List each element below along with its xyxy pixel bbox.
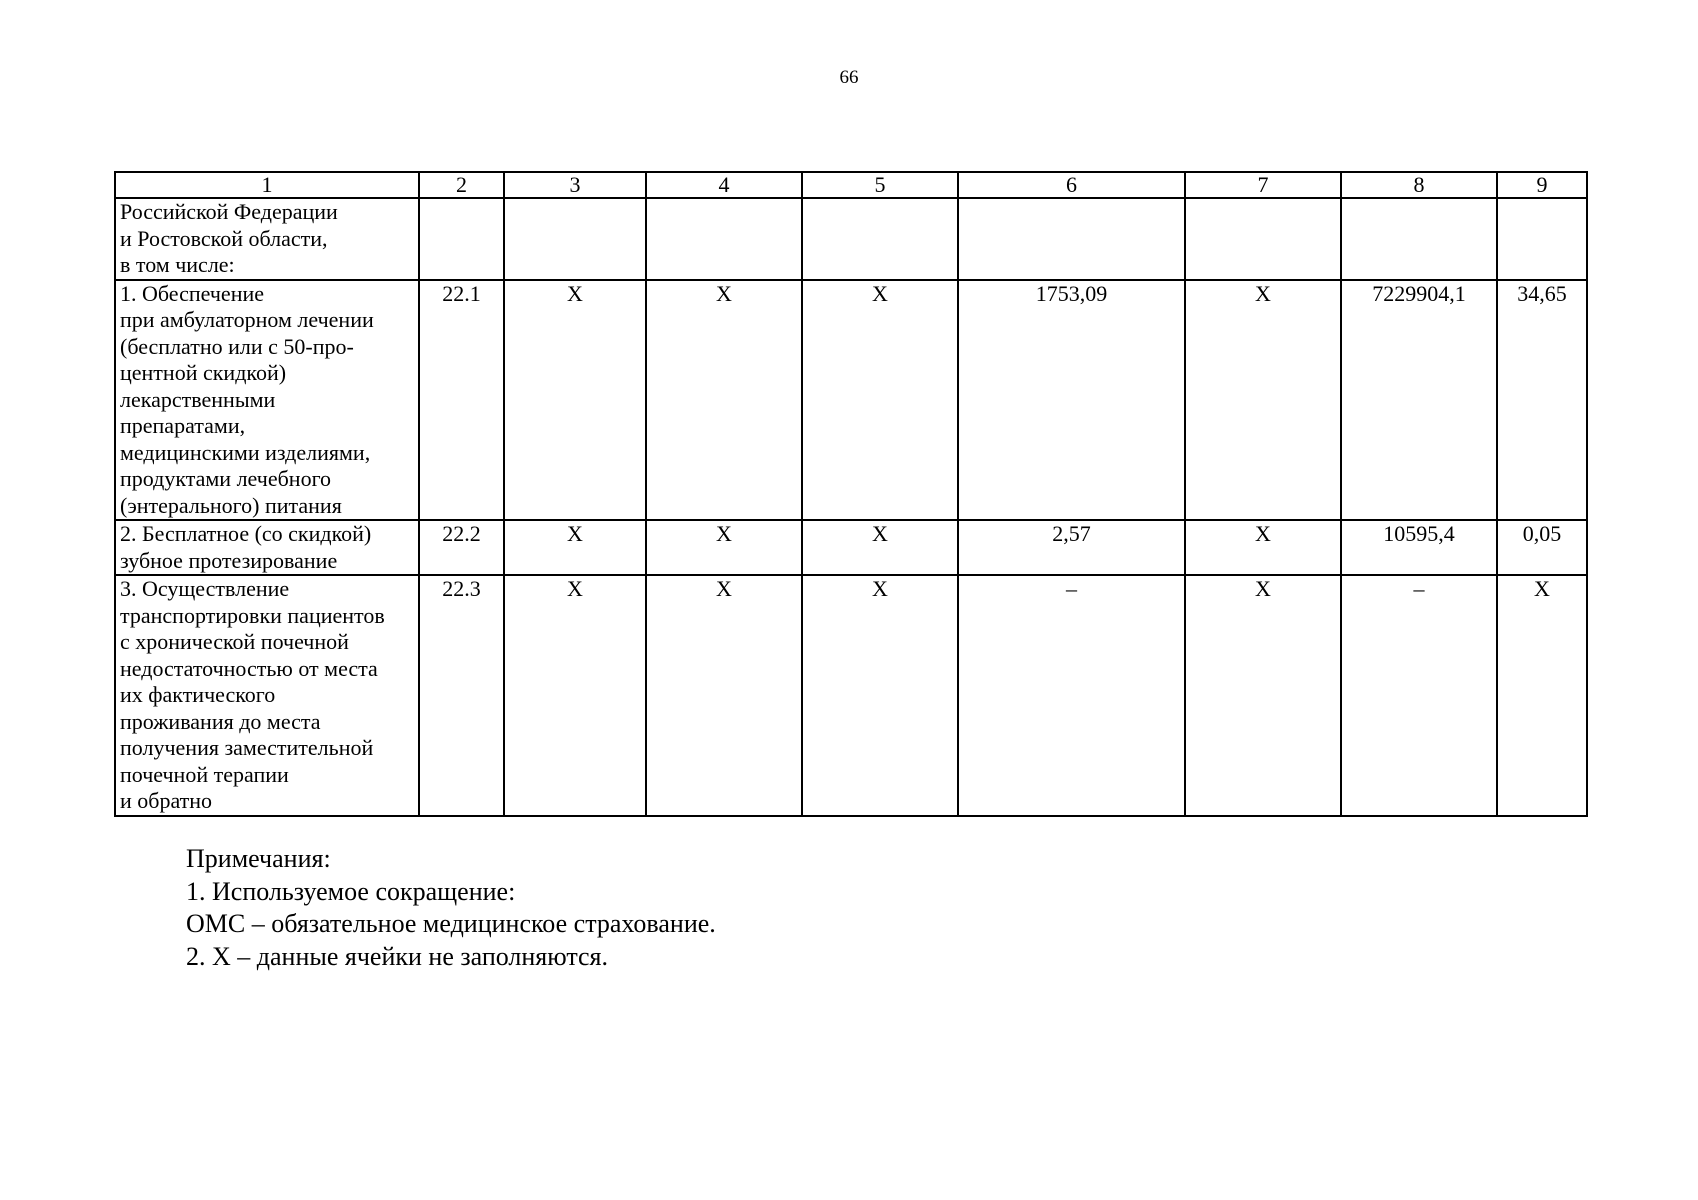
table-cell: X xyxy=(504,520,646,575)
table-cell-description: 2. Бесплатное (со скидкой) зубное протезирование xyxy=(115,520,419,575)
table-cell: 34,65 xyxy=(1497,280,1587,521)
table-cell: 22.1 xyxy=(419,280,504,521)
header-cell: 7 xyxy=(1185,172,1341,198)
table-cell: – xyxy=(1341,575,1497,816)
table-row xyxy=(115,520,1587,575)
table-cell: X xyxy=(1497,575,1587,816)
table-cell: 22.2 xyxy=(419,520,504,575)
table-cell: X xyxy=(802,520,958,575)
header-cell: 1 xyxy=(115,172,419,198)
table-row xyxy=(115,575,1587,816)
data-table xyxy=(114,171,1588,817)
table-cell: – xyxy=(958,575,1185,816)
table-cell xyxy=(504,198,646,280)
table-cell xyxy=(1185,198,1341,280)
notes-abbreviation: ОМС – обязательное медицинское страхование. xyxy=(186,909,716,938)
header-cell: 3 xyxy=(504,172,646,198)
table-cell: X xyxy=(504,280,646,521)
table-cell: X xyxy=(646,575,802,816)
header-cell: 2 xyxy=(419,172,504,198)
table-cell: 7229904,1 xyxy=(1341,280,1497,521)
header-cell: 5 xyxy=(802,172,958,198)
table-cell xyxy=(1497,198,1587,280)
table-cell: X xyxy=(646,520,802,575)
header-cell: 4 xyxy=(646,172,802,198)
table-cell: 1753,09 xyxy=(958,280,1185,521)
table-cell: X xyxy=(504,575,646,816)
table-cell: X xyxy=(802,280,958,521)
page-number: 66 xyxy=(839,67,859,88)
table-cell xyxy=(646,198,802,280)
table-cell: 2,57 xyxy=(958,520,1185,575)
table-header-row xyxy=(115,172,1587,198)
table-cell xyxy=(958,198,1185,280)
header-cell: 9 xyxy=(1497,172,1587,198)
table-cell: X xyxy=(802,575,958,816)
notes-item-2: 2. Х – данные ячейки не заполняются. xyxy=(186,941,609,971)
table-cell-description: 3. Осуществление транспортировки пациентов с хронической почечной недостаточностью от места их фактического проживания до места получения заместительной почечной терапии и обратно xyxy=(115,575,419,816)
table-cell-description: Российской Федерации и Ростовской области, в том числе: xyxy=(115,198,419,280)
table-cell: 10595,4 xyxy=(1341,520,1497,575)
table-row xyxy=(115,198,1587,280)
table-cell: X xyxy=(646,280,802,521)
table-cell: X xyxy=(1185,575,1341,816)
notes-item-1: 1. Используемое сокращение: xyxy=(186,876,516,906)
table-row xyxy=(115,280,1587,521)
table-cell: 0,05 xyxy=(1497,520,1587,575)
notes-block xyxy=(186,843,716,973)
header-cell: 6 xyxy=(958,172,1185,198)
table-cell xyxy=(1341,198,1497,280)
table-cell xyxy=(419,198,504,280)
notes-title: Примечания: xyxy=(186,844,331,873)
table-cell xyxy=(802,198,958,280)
table-cell: X xyxy=(1185,280,1341,521)
table-cell: 22.3 xyxy=(419,575,504,816)
table-cell-description: 1. Обеспечение при амбулаторном лечении (бесплатно или с 50-про- центной скидкой) лекарственными препаратами, медицинскими изделиями, продуктами лечебного (энтерального) питания xyxy=(115,280,419,521)
header-cell: 8 xyxy=(1341,172,1497,198)
table-cell: X xyxy=(1185,520,1341,575)
